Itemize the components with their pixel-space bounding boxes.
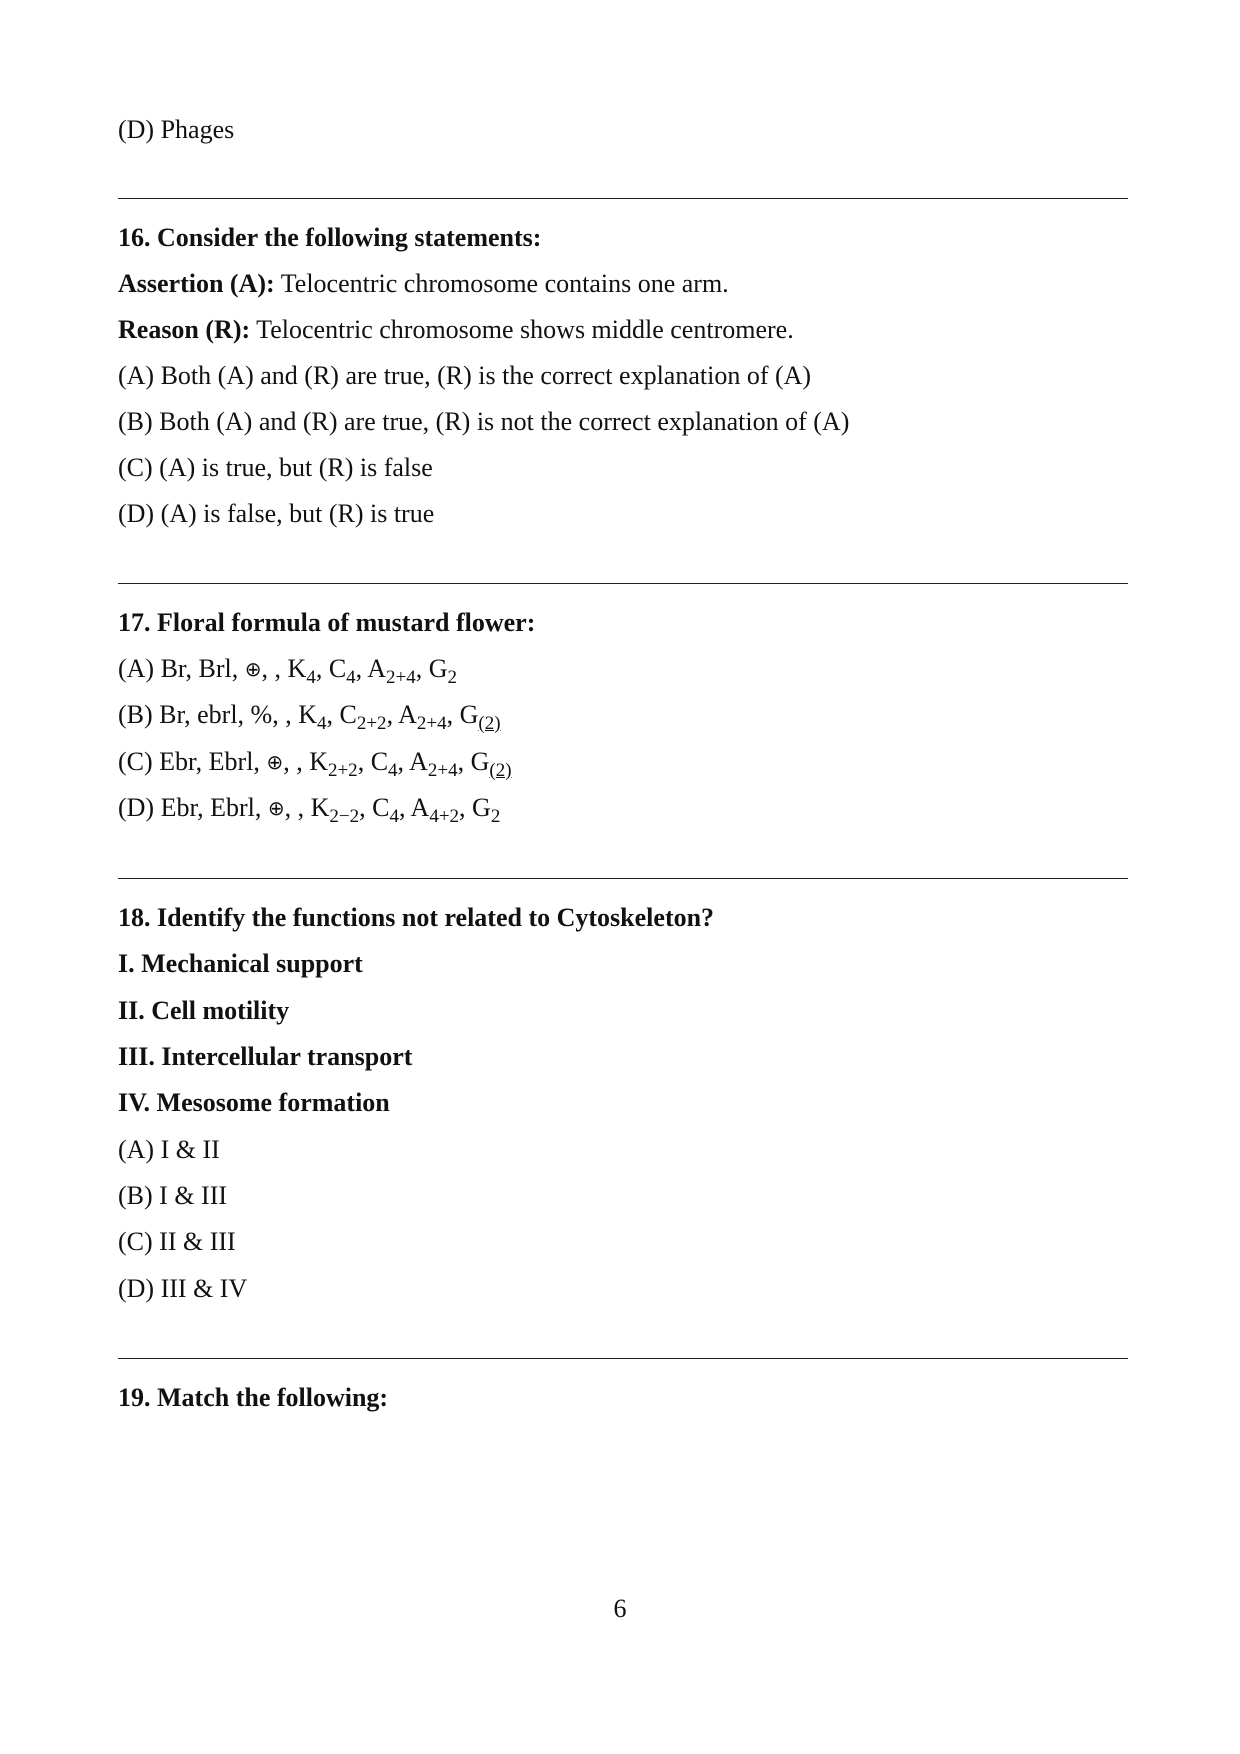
- assertion-label: Assertion (A):: [118, 269, 275, 298]
- q16-assertion: [118, 268, 729, 300]
- page-number: 6: [613, 1594, 627, 1623]
- actinomorphic-symbol: ⊕: [244, 657, 262, 681]
- q16-option-d: (D) (A) is false, but (R) is true: [118, 499, 435, 528]
- q17-option-b: (B) Br, ebrl, %, , $K_4$, $C_{2+2}$, $A_{2+4}$, $G_{(2)}$: [118, 700, 501, 734]
- q16-option-b: (B) Both (A) and (R) are true, (R) is not the correct explanation of (A): [118, 407, 850, 436]
- q18-statement: I. Mechanical support: [118, 949, 363, 978]
- q18-option-b: (B) I & III: [118, 1181, 228, 1210]
- q18-statement: IV. Mesosome formation: [118, 1088, 390, 1117]
- q17-option-a: (A) Br, Brl, ⊕, , $K_4$, $C_4$, $A_{2+4}$, $G_2$: [118, 654, 458, 688]
- q18-option-a: (A) I & II: [118, 1135, 220, 1164]
- divider: [118, 198, 1128, 199]
- q16-option-a: (A) Both (A) and (R) are true, (R) is the correct explanation of (A): [118, 361, 812, 390]
- divider: [118, 878, 1128, 879]
- q16-option-c: (C) (A) is true, but (R) is false: [118, 453, 433, 482]
- q18-statement: II. Cell motility: [118, 996, 290, 1025]
- q16-reason: [118, 314, 794, 346]
- q18-option-c: (C) II & III: [118, 1227, 236, 1256]
- q16-title: 16. Consider the following statements:: [118, 223, 542, 252]
- reason-text: Telocentric chromosome shows middle centromere.: [250, 315, 794, 344]
- q17-option-d: (D) Ebr, Ebrl, ⊕, , $K_{2-2}$, $C_4$, $A_{4+2}$, $G_2$: [118, 793, 501, 827]
- q18-option-d: (D) III & IV: [118, 1274, 248, 1303]
- assertion-text: Telocentric chromosome contains one arm.: [274, 269, 729, 298]
- q18-statement: III. Intercellular transport: [118, 1042, 413, 1071]
- q17-title: 17. Floral formula of mustard flower:: [118, 608, 536, 637]
- zygomorphic-symbol: %: [250, 700, 273, 729]
- q18-title: 18. Identify the functions not related to Cytoskeleton?: [118, 903, 715, 932]
- divider: [118, 583, 1128, 584]
- actinomorphic-symbol: ⊕: [266, 750, 284, 774]
- q17-option-c: (C) Ebr, Ebrl, ⊕, , $K_{2+2}$, $C_4$, $A_{2+4}$, $G_{(2)}$: [118, 747, 512, 781]
- divider: [118, 1358, 1128, 1359]
- actinomorphic-symbol: ⊕: [267, 796, 285, 820]
- q15-option-d: (D) Phages: [118, 115, 235, 144]
- q19-title: 19. Match the following:: [118, 1383, 389, 1412]
- reason-label: Reason (R):: [118, 315, 251, 344]
